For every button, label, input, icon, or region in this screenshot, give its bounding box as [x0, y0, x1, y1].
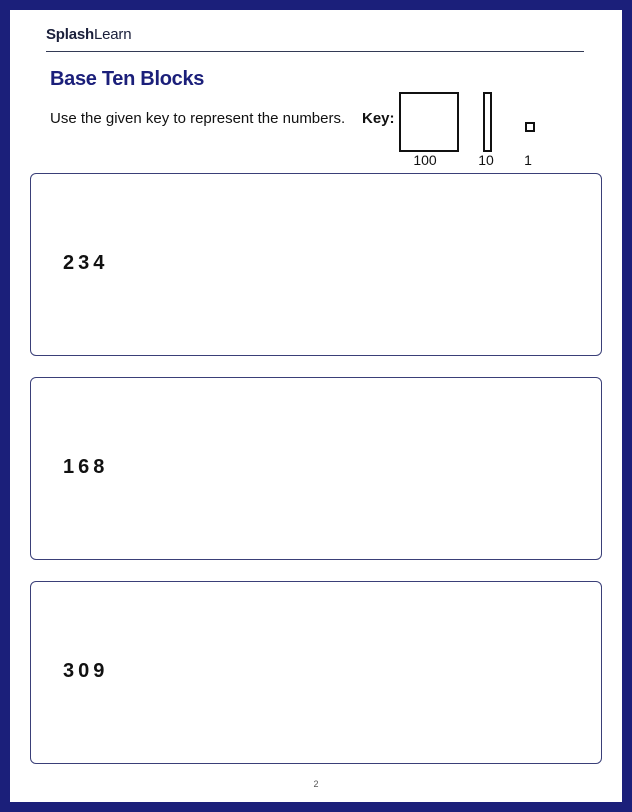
unit-cube-icon — [525, 122, 535, 132]
problem-number: 168 — [63, 456, 109, 478]
hundred-block-icon — [399, 92, 459, 152]
key-label: Key: — [362, 110, 395, 127]
page-title: Base Ten Blocks — [50, 68, 205, 90]
header-divider — [46, 51, 584, 52]
problem-number: 234 — [63, 252, 109, 274]
ten-rod-icon — [483, 92, 492, 152]
problem-number: 309 — [63, 660, 109, 682]
logo-bold-text: Splash — [46, 26, 94, 43]
key-value-ten: 10 — [478, 152, 494, 168]
logo-light-text: Learn — [93, 26, 132, 43]
instruction-text: Use the given key to represent the numbers. — [50, 110, 346, 127]
page-number: 2 — [313, 779, 319, 789]
answer-box-3[interactable] — [30, 581, 602, 764]
answer-box-1[interactable] — [30, 173, 602, 356]
splashlearn-logo — [46, 26, 131, 43]
worksheet-page — [10, 10, 622, 802]
key-value-one: 1 — [524, 152, 532, 168]
key-value-hundred: 100 — [413, 152, 437, 168]
answer-box-2[interactable] — [30, 377, 602, 560]
